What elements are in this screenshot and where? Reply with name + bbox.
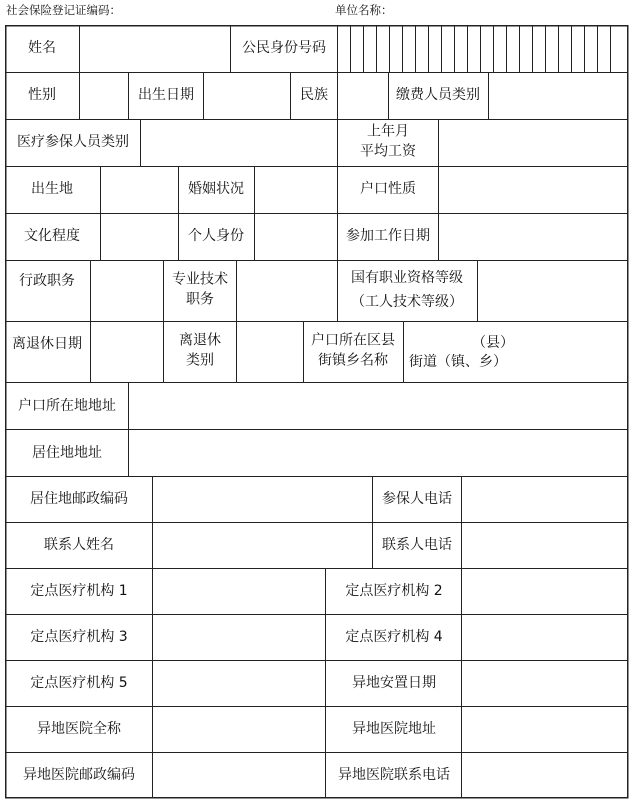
designated-hospital-2-label: 定点医疗机构 2 — [345, 582, 443, 599]
remote-hospital-address-value-cell[interactable] — [462, 707, 627, 752]
county-suffix-label: （县） — [472, 334, 514, 351]
payer-category-value-cell[interactable] — [489, 73, 627, 119]
id-digit-cell[interactable] — [364, 26, 377, 72]
gender-label: 性别 — [28, 86, 56, 103]
name-value-cell[interactable] — [80, 26, 230, 72]
id-digit-cell[interactable] — [338, 26, 351, 72]
street-suffix-label: 街道（镇、乡） — [409, 353, 507, 370]
id-digit-cell[interactable] — [507, 26, 520, 72]
education-value-cell[interactable] — [101, 214, 178, 260]
remote-hospital-address-label: 异地医院地址 — [352, 720, 436, 737]
retirement-type-line1: 离退休 — [179, 332, 221, 349]
technical-title-line1: 专业技术 — [172, 271, 228, 288]
technical-title-line2: 职务 — [186, 292, 214, 308]
id-number-label: 公民身份号码 — [242, 39, 326, 56]
relocation-date-value-cell[interactable] — [462, 661, 627, 706]
retirement-date-label: 离退休日期 — [12, 335, 82, 352]
retirement-type-line2: 类别 — [186, 353, 214, 369]
contact-name-value-cell[interactable] — [153, 523, 372, 568]
vocational-grade-value-cell[interactable] — [478, 261, 627, 321]
household-address-value-cell[interactable] — [129, 383, 627, 429]
designated-hospital-1-value-cell[interactable] — [153, 569, 325, 614]
id-digit-cell[interactable] — [442, 26, 455, 72]
last-year-avg-wage-label — [360, 122, 416, 163]
household-type-value-cell[interactable] — [439, 167, 627, 213]
ethnicity-value-cell[interactable] — [338, 73, 388, 119]
contact-name-label: 联系人姓名 — [44, 536, 114, 553]
payer-category-label: 缴费人员类别 — [396, 86, 480, 103]
contact-phone-value-cell[interactable] — [462, 523, 627, 568]
remote-hospital-postcode-label: 异地医院邮政编码 — [23, 766, 135, 783]
designated-hospital-4-value-cell[interactable] — [462, 615, 627, 660]
designated-hospital-5-label: 定点医疗机构 5 — [30, 674, 128, 691]
id-digit-cell[interactable] — [429, 26, 442, 72]
designated-hospital-4-label: 定点医疗机构 4 — [345, 628, 443, 645]
residence-address-label: 居住地地址 — [32, 444, 102, 461]
personal-status-label: 个人身份 — [188, 227, 244, 244]
social-insurance-registration-no-label: 社会保险登记证编码： — [6, 3, 121, 17]
designated-hospital-5-value-cell[interactable] — [153, 661, 325, 706]
remote-hospital-postcode-value-cell[interactable] — [153, 753, 325, 797]
insured-phone-label: 参保人电话 — [382, 490, 452, 507]
medical-insured-category-value-cell[interactable] — [141, 120, 337, 166]
admin-position-label: 行政职务 — [19, 272, 75, 289]
id-digit-cell[interactable] — [377, 26, 390, 72]
household-district-label — [311, 331, 395, 372]
residence-postcode-label: 居住地邮政编码 — [30, 490, 128, 507]
id-digit-cell[interactable] — [520, 26, 533, 72]
gender-value-cell[interactable] — [80, 73, 128, 119]
id-digit-cell[interactable] — [546, 26, 559, 72]
residence-postcode-value-cell[interactable] — [153, 477, 372, 522]
technical-title-value-cell[interactable] — [237, 261, 337, 321]
last-year-avg-wage-line1: 上年月 — [367, 123, 409, 140]
id-digit-cell[interactable] — [403, 26, 416, 72]
household-district-value-cell[interactable] — [404, 322, 627, 382]
id-digit-cell[interactable] — [416, 26, 429, 72]
marital-status-label: 婚姻状况 — [188, 180, 244, 197]
household-district-line2: 街镇乡名称 — [318, 353, 388, 369]
marital-status-value-cell[interactable] — [255, 167, 337, 213]
relocation-date-label: 异地安置日期 — [352, 674, 436, 691]
last-year-avg-wage-line2: 平均工资 — [360, 144, 416, 160]
retirement-date-value-cell[interactable] — [91, 322, 163, 382]
id-digit-cell[interactable] — [494, 26, 507, 72]
vocational-grade-line2: （工人技术等级） — [351, 294, 463, 310]
id-digit-cell[interactable] — [351, 26, 364, 72]
id-digit-cell[interactable] — [572, 26, 585, 72]
unit-name-label: 单位名称： — [335, 3, 393, 17]
education-label: 文化程度 — [24, 227, 80, 244]
retirement-type-label — [179, 331, 221, 372]
remote-hospital-phone-label: 异地医院联系电话 — [338, 766, 450, 783]
insured-phone-value-cell[interactable] — [462, 477, 627, 522]
name-label: 姓名 — [28, 39, 56, 56]
ethnicity-label: 民族 — [300, 86, 328, 103]
work-start-date-value-cell[interactable] — [439, 214, 627, 260]
id-digit-cell[interactable] — [390, 26, 403, 72]
remote-hospital-phone-value-cell[interactable] — [462, 753, 627, 797]
designated-hospital-3-value-cell[interactable] — [153, 615, 325, 660]
id-digit-cell[interactable] — [611, 26, 624, 72]
birthplace-label: 出生地 — [31, 180, 73, 197]
remote-hospital-name-label: 异地医院全称 — [37, 720, 121, 737]
id-digit-cell[interactable] — [468, 26, 481, 72]
household-type-label: 户口性质 — [360, 180, 416, 197]
admin-position-value-cell[interactable] — [91, 261, 163, 321]
designated-hospital-2-value-cell[interactable] — [462, 569, 627, 614]
technical-title-label — [172, 270, 228, 311]
id-digit-cell[interactable] — [533, 26, 546, 72]
id-digit-cell[interactable] — [559, 26, 572, 72]
birth-date-value-cell[interactable] — [204, 73, 290, 119]
last-year-avg-wage-value-cell[interactable] — [439, 120, 627, 166]
id-digit-cell[interactable] — [598, 26, 611, 72]
vocational-grade-label — [351, 267, 463, 315]
id-digit-cell[interactable] — [481, 26, 494, 72]
id-digit-cell[interactable] — [455, 26, 468, 72]
birthplace-value-cell[interactable] — [101, 167, 178, 213]
vocational-grade-line1: 国有职业资格等级 — [351, 270, 463, 287]
designated-hospital-3-label: 定点医疗机构 3 — [30, 628, 128, 645]
work-start-date-label: 参加工作日期 — [346, 227, 430, 244]
medical-insured-category-label: 医疗参保人员类别 — [17, 133, 129, 150]
id-digit-cell[interactable] — [585, 26, 598, 72]
retirement-type-value-cell[interactable] — [237, 322, 303, 382]
household-district-line1: 户口所在区县 — [311, 332, 395, 349]
personal-status-value-cell[interactable] — [255, 214, 337, 260]
designated-hospital-1-label: 定点医疗机构 1 — [30, 582, 128, 599]
remote-hospital-name-value-cell[interactable] — [153, 707, 325, 752]
birth-date-label: 出生日期 — [138, 86, 194, 103]
contact-phone-label: 联系人电话 — [382, 536, 452, 553]
household-address-label: 户口所在地地址 — [18, 397, 116, 414]
residence-address-value-cell[interactable] — [129, 430, 627, 476]
